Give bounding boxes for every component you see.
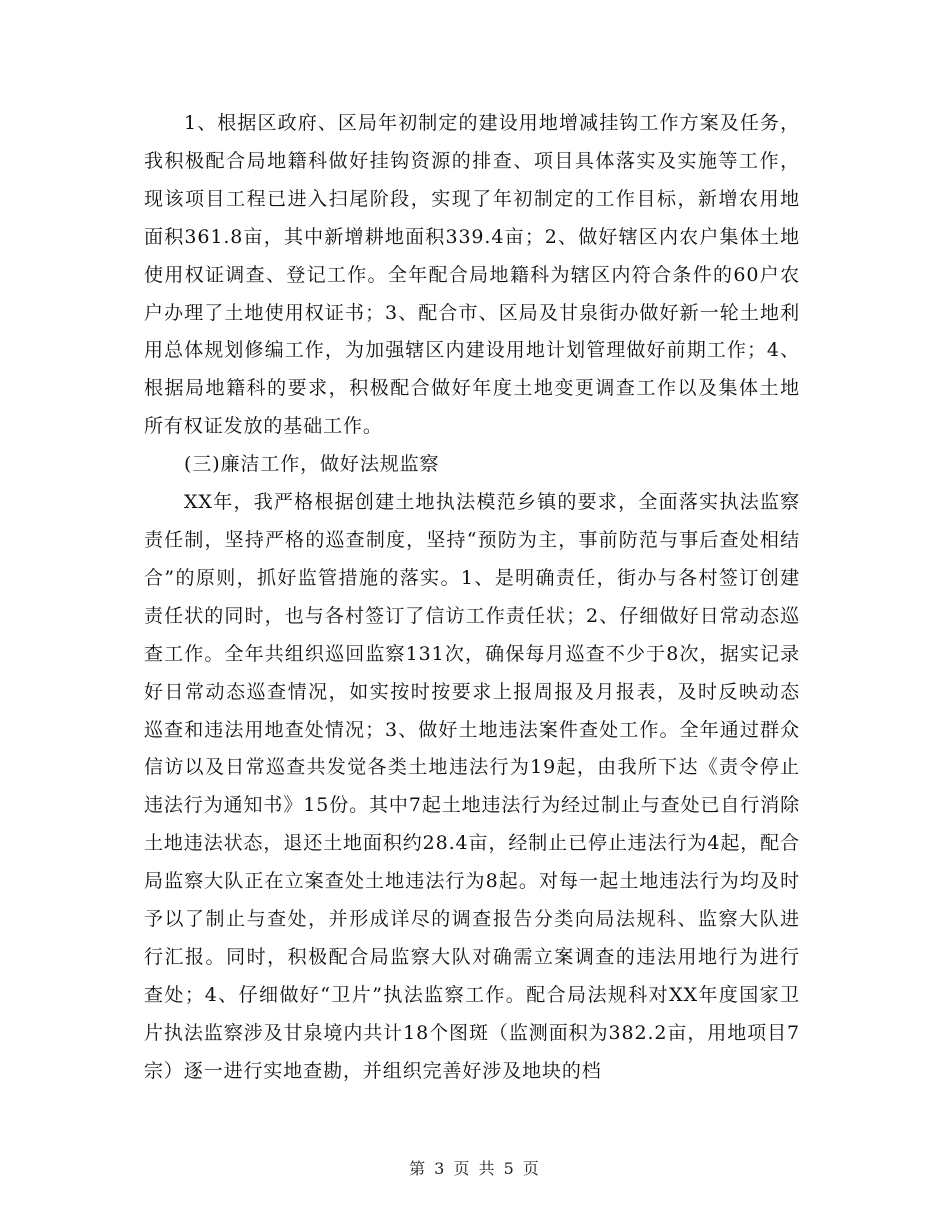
paragraph-land-registration: 1、根据区政府、区局年初制定的建设用地增减挂钩工作方案及任务，我积极配合局地籍科做好挂钩资源的排查、项目具体落实及实施等工作，现该项目工程已进入扫尾阶段，实现了年初制定的工作目标，新增农用地面积361.8亩，其中新增耕地面积339.4亩；2、做好辖区内农户集体土地使用权证调查、登记工作。全年配合局地籍科为辖区内符合条件的60户农户办理了土地使用权证书；3、配合市、区局及甘泉街办做好新一轮土地利用总体规划修编工作，为加强辖区内建设用地计划管理做好前期工作；4、根据局地籍科的要求，积极配合做好年度土地变更调查工作以及集体土地所有权证发放的基础工作。 bbox=[144, 112, 800, 438]
section-heading-integrity: (三)廉洁工作，做好法规监察 bbox=[184, 453, 440, 476]
paragraph-law-enforcement: XX年，我严格根据创建土地执法模范乡镇的要求，全面落实执法监察责任制，坚持严格的巡查制度，坚持“预防为主，事前防范与事后查处相结合”的原则，抓好监管措施的落实。1、是明确责任，街办与各村签订创建责任状的同时，也与各村签订了信访工作责任状；2、仔细做好日常动态巡查工作。全年共组织巡回监察131次，确保每月巡查不少于8次，据实记录好日常动态巡查情况，如实按时按要求上报周报及月报表，及时反映动态巡查和违法用地查处情况；3、做好土地违法案件查处工作。全年通过群众信访以及日常巡查共发觉各类土地违法行为19起，由我所下达《责令停止违法行为通知书》15份。其中7起土地违法行为经过制止与查处已自行消除土地违法状态，退还土地面积约28.4亩，经制止已停止违法行为4起，配合局监察大队正在立案查处土地违法行为8起。对每一起土地违法行为均及时予以了制止与查处，并形成详尽的调查报告分类向局法规科、监察大队进行汇报。同时，积极配合局监察大队对确需立案调查的违法用地行为进行查处；4、仔细做好“卫片”执法监察工作。配合局法规科对XX年度国家卫片执法监察涉及甘泉境内共计18个图斑（监测面积为382.2亩，用地项目7宗）逐一进行实地查勘，并组织完善好涉及地块的档 bbox=[144, 491, 800, 1082]
document-body bbox=[144, 105, 800, 1091]
page-footer bbox=[0, 1156, 950, 1179]
page-number: 第 3 页 共 5 页 bbox=[409, 1159, 541, 1178]
